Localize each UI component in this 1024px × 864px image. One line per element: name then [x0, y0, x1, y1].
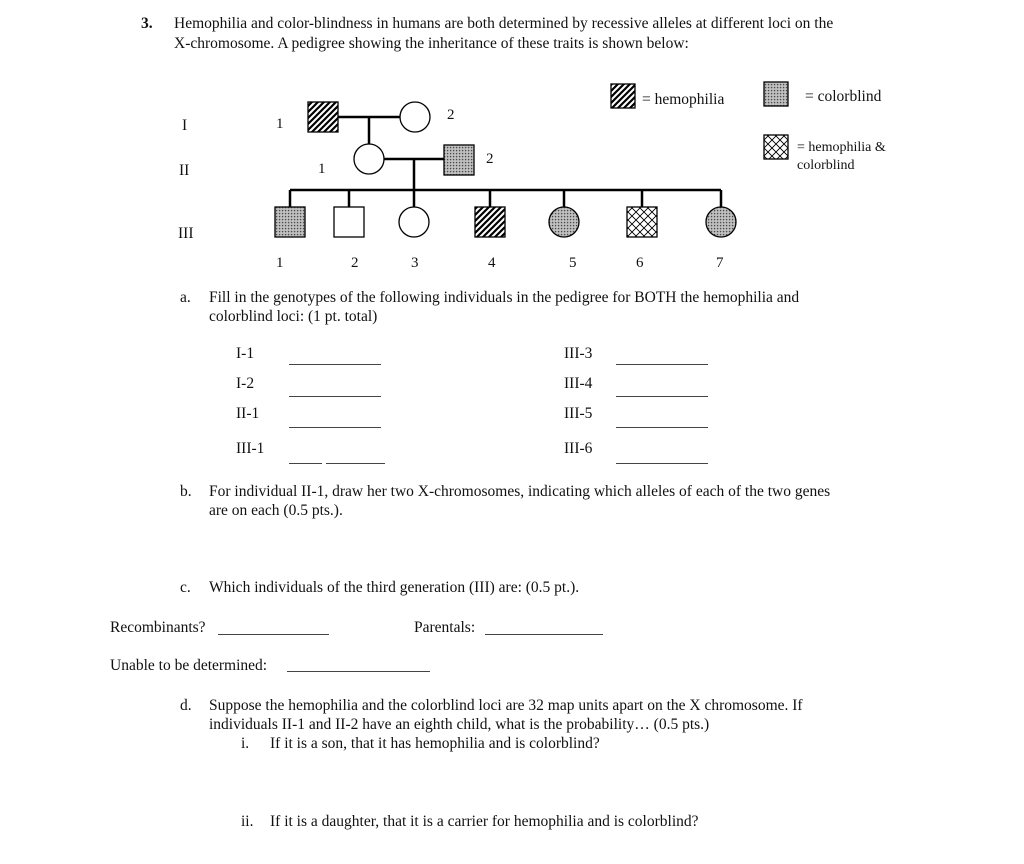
pedigree-III-5: [549, 207, 579, 237]
label-III-2: 2: [351, 255, 359, 271]
genotype-label-I-2: I-2: [236, 375, 255, 392]
recombinants-blank[interactable]: [218, 634, 329, 635]
part-d-line1: Suppose the hemophilia and the colorblind loci are 32 map units apart on the X chromosome. If: [209, 697, 803, 714]
parentals-blank[interactable]: [485, 634, 603, 635]
label-I-2: 2: [447, 107, 455, 123]
part-a-letter: a.: [180, 289, 191, 306]
genotype-label-I-1: I-1: [236, 345, 255, 362]
part-d-i-number: i.: [241, 735, 250, 752]
part-d-line2: individuals II-1 and II-2 have an eighth child, what is the probability… (0.5 pts.): [209, 716, 710, 733]
undetermined-blank[interactable]: [287, 671, 430, 672]
genotype-label-III-4: III-4: [564, 375, 593, 392]
genotype-blank-III-1b[interactable]: [326, 463, 385, 464]
part-b-letter: b.: [180, 483, 192, 500]
label-III-1: 1: [276, 255, 284, 271]
generation-label-I: I: [182, 117, 188, 134]
pedigree-II-2: [444, 145, 474, 175]
pedigree-I-2: [400, 102, 430, 132]
legend-hemophilia-text: = hemophilia: [642, 91, 725, 108]
part-d-ii-text: If it is a daughter, that it is a carrier for hemophilia and is colorblind?: [270, 813, 699, 830]
part-d-letter: d.: [180, 697, 192, 714]
genotype-blank-I-2[interactable]: [289, 396, 381, 397]
label-III-6: 6: [636, 255, 644, 271]
generation-label-II: II: [179, 162, 190, 179]
genotype-blank-III-4[interactable]: [616, 396, 708, 397]
parentals-label: Parentals:: [414, 619, 476, 636]
pedigree-II-1: [354, 144, 384, 174]
label-III-3: 3: [411, 255, 419, 271]
genotype-blank-I-1[interactable]: [289, 364, 381, 365]
part-b-line2: are on each (0.5 pts.).: [209, 502, 343, 519]
genotype-label-III-3: III-3: [564, 345, 593, 362]
part-b-line1: For individual II-1, draw her two X-chromosomes, indicating which alleles of each of the two genes: [209, 483, 831, 500]
recombinants-label: Recombinants?: [110, 619, 206, 636]
undetermined-label: Unable to be determined:: [110, 657, 268, 674]
label-III-4: 4: [488, 255, 496, 271]
label-III-5: 5: [569, 255, 577, 271]
genotype-label-III-5: III-5: [564, 405, 593, 422]
legend-both-text-line1: = hemophilia &: [797, 140, 886, 155]
genotype-label-II-1: II-1: [236, 405, 260, 422]
label-I-1: 1: [276, 116, 284, 132]
label-II-1: 1: [318, 161, 326, 177]
genotype-blank-III-6[interactable]: [616, 463, 708, 464]
pedigree-III-1: [275, 207, 305, 237]
part-a-line1: Fill in the genotypes of the following individuals in the pedigree for BOTH the hemophilia and: [209, 289, 800, 306]
part-c-letter: c.: [180, 579, 191, 596]
part-d-i-text: If it is a son, that it has hemophilia and is colorblind?: [270, 735, 600, 752]
question-intro-line1: Hemophilia and color-blindness in humans are both determined by recessive alleles at different loci on the: [174, 15, 834, 32]
pedigree-I-1: [308, 102, 338, 132]
part-d-ii-number: ii.: [241, 813, 254, 830]
genotype-label-III-6: III-6: [564, 440, 593, 457]
part-a-line2: colorblind loci: (1 pt. total): [209, 308, 378, 325]
pedigree-III-7: [706, 207, 736, 237]
question-number: 3.: [141, 15, 153, 32]
pedigree-III-6: [627, 207, 657, 237]
part-c-text: Which individuals of the third generation (III) are: (0.5 pt.).: [209, 579, 580, 596]
legend-hemophilia-symbol: [611, 84, 635, 108]
generation-label-III: III: [178, 225, 194, 242]
genotype-blank-III-1a[interactable]: [289, 463, 322, 464]
pedigree-III-3: [399, 207, 429, 237]
legend-both-symbol: [764, 135, 788, 159]
pedigree-III-4: [475, 207, 505, 237]
label-III-7: 7: [716, 255, 724, 271]
label-II-2: 2: [486, 151, 494, 167]
genotype-blank-III-3[interactable]: [616, 364, 708, 365]
genotype-blank-II-1[interactable]: [289, 427, 381, 428]
genotype-label-III-1: III-1: [236, 440, 265, 457]
legend-colorblind-text: = colorblind: [805, 88, 882, 105]
pedigree-III-2: [334, 207, 364, 237]
legend-both-text-line2: colorblind: [797, 158, 855, 173]
genotype-blank-III-5[interactable]: [616, 427, 708, 428]
legend-colorblind-symbol: [764, 82, 788, 106]
question-intro-line2: X-chromosome. A pedigree showing the inheritance of these traits is shown below:: [174, 35, 689, 52]
